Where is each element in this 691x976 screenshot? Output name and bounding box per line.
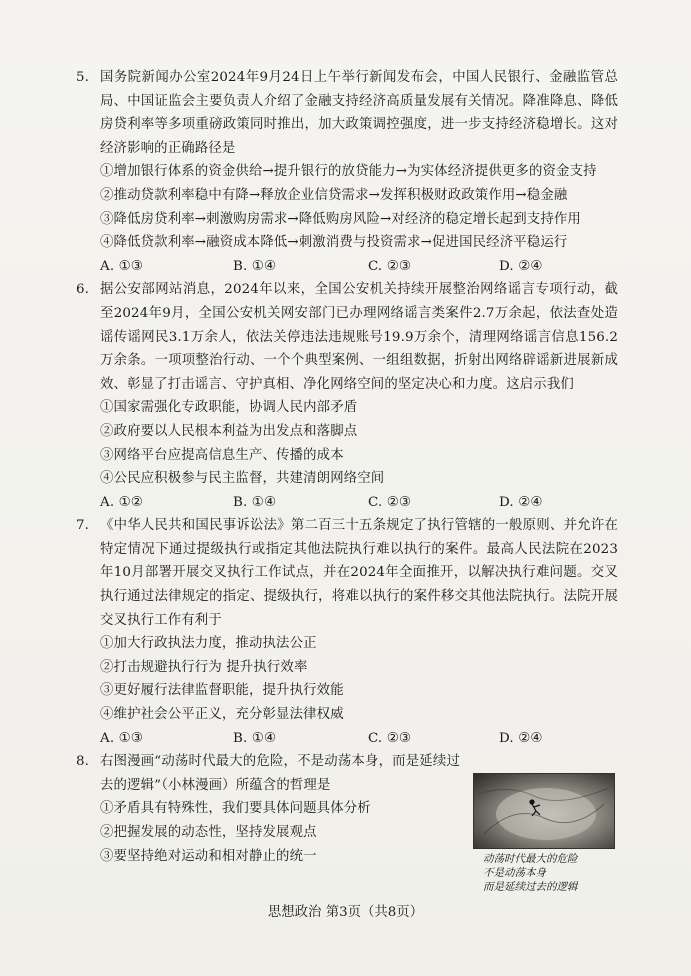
statement-option: ④公民应积极参与民主监督，共建清朗网络空间 xyxy=(100,471,385,487)
question-stem: 国务院新闻办公室2024年9月24日上午举行新闻发布会，中国人民银行、金融监管总局、中国证监会主要负责人介绍了金融支持经济高质量发展有关情况。降准降息、降低房贷利率等多项重磅政策同时推出，加大政策调控强度，进一步支持经济稳增长。这对经济影响的正确路径是 xyxy=(100,70,618,156)
answer-choices xyxy=(100,491,618,515)
answer-choices xyxy=(100,255,618,279)
cartoon-drawing xyxy=(474,774,614,848)
answer-choice-a: A. ①③ xyxy=(100,730,143,746)
answer-choice-a: A. ①③ xyxy=(100,258,143,274)
statement-option: ①矛盾具有特殊性，我们要具体问题具体分析 xyxy=(100,801,371,817)
statement-option: ④维护社会公平正义，充分彰显法律权威 xyxy=(100,707,344,723)
cartoon-caption xyxy=(483,852,613,894)
question-6 xyxy=(78,278,618,514)
answer-choices xyxy=(100,727,618,751)
answer-choice-d: D. ②④ xyxy=(499,494,543,510)
question-stem: 《中华人民共和国民事诉讼法》第二百三十五条规定了执行管辖的一般原则、并允许在特定情况下通过提级执行或指定其他法院执行难以执行的案件。最高人民法院在2023年10月部署开展交叉执行工作试点，并在2024年全面推开，以解决执行难问题。交叉执行通过法律规定的指定、提级执行，将难以执行的案件移交其他法院执行。法院开展交叉执行工作有利于 xyxy=(100,518,618,628)
statement-option: ②推动贷款利率稳中有降→释放企业信贷需求→发挥积极财政政策作用→稳金融 xyxy=(100,187,568,203)
statement-option: ②政府要以人民根本利益为出发点和落脚点 xyxy=(100,423,358,439)
question-number: 5. xyxy=(76,70,90,85)
statement-option: ③网络平台应提高信息生产、传播的成本 xyxy=(100,447,344,463)
answer-choice-c: C. ②③ xyxy=(368,730,412,746)
answer-choice-d: D. ②④ xyxy=(499,730,543,746)
statement-option: ②打击规避执行行为 提升执行效率 xyxy=(100,659,308,675)
answer-choice-c: C. ②③ xyxy=(368,258,412,274)
answer-choice-b: B. ①④ xyxy=(233,730,277,746)
question-number: 7. xyxy=(76,518,90,534)
statement-option: ①国家需强化专政职能，协调人民内部矛盾 xyxy=(100,400,358,416)
statement-option: ①加大行政执法力度，推动执法公正 xyxy=(100,636,317,652)
question-stem: 据公安部网站消息，2024年以来，全国公安机关持续开展整治网络谣言专项行动，截至2024年9月，全国公安机关网安部门已办理网络谣言类案件2.7万余起，依法查处造谣传谣网民3.1万余人，依法关停违法违规账号19.9万余个，清理网络谣言信息156.2万余条。一项项整治行动、一个个典型案例、一组组数据，折射出网络辟谣新进展新成效、彰显了打击谣言、守护真相、净化网络空间的坚定决心和力度。这启示我们 xyxy=(100,282,618,392)
caption-line: 而是延续过去的逻辑 xyxy=(483,881,578,893)
question-number: 6. xyxy=(76,282,90,298)
question-stem: 右图漫画“动荡时代最大的危险，不是动荡本身，而是延续过去的逻辑”（小林漫画）所蕴含的哲理是 xyxy=(100,754,460,793)
statement-option: ③降低房贷利率→刺激购房需求→降低购房风险→对经济的稳定增长起到支持作用 xyxy=(100,211,581,227)
cartoon-image xyxy=(473,773,615,849)
question-list xyxy=(78,66,618,868)
answer-choice-a: A. ①② xyxy=(100,494,143,510)
statement-option: ②把握发展的动态性，坚持发展观点 xyxy=(100,825,317,840)
statement-option: ③要坚持绝对运动和相对静止的统一 xyxy=(100,848,317,864)
question-7 xyxy=(78,514,618,750)
answer-choice-b: B. ①④ xyxy=(233,494,277,510)
answer-choice-d: D. ②④ xyxy=(499,258,543,274)
question-number: 8. xyxy=(76,754,90,770)
answer-choice-c: C. ②③ xyxy=(368,494,412,510)
statement-option: ④降低贷款利率→融资成本降低→刺激消费与投资需求→促进国民经济平稳运行 xyxy=(100,235,568,251)
caption-line: 动荡时代最大的危险 xyxy=(483,853,578,865)
caption-line: 不是动荡本身 xyxy=(483,867,546,879)
statement-option: ③更好履行法律监督职能，提升执行效能 xyxy=(100,683,344,699)
question-5 xyxy=(78,66,618,278)
answer-choice-b: B. ①④ xyxy=(233,258,277,274)
statement-option: ①增加银行体系的资金供给→提升银行的放贷能力→为实体经济提供更多的资金支持 xyxy=(100,164,597,180)
page-footer: 思想政治 第3页（共8页） xyxy=(267,905,424,920)
